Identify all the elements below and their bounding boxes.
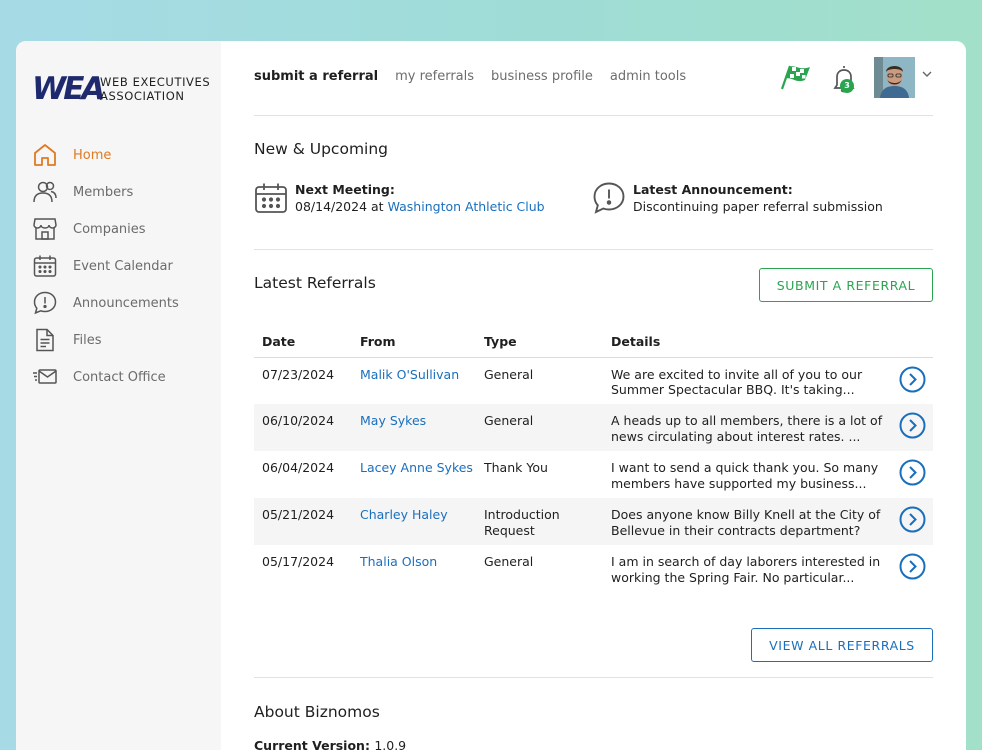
chevron-right-circle-icon[interactable]: [899, 366, 926, 393]
cell-type: General: [484, 366, 534, 382]
cell-action: [891, 357, 933, 404]
cell-from-link[interactable]: Thalia Olson: [360, 554, 438, 569]
avatar[interactable]: [874, 57, 915, 98]
cell-type: Thank You: [484, 460, 548, 475]
next-meeting-date: 08/14/2024 at: [295, 199, 384, 214]
cell-date: 06/04/2024: [262, 460, 335, 475]
logo-line-2: ASSOCIATION: [100, 89, 185, 103]
sidebar-item-label: Contact Office: [73, 370, 166, 385]
announcement-label: Latest Announcement:: [633, 182, 793, 197]
next-meeting-value: [295, 198, 545, 215]
nav-submit-referral[interactable]: submit a referral: [254, 69, 379, 84]
table-row[interactable]: [254, 545, 933, 592]
table-row[interactable]: [254, 404, 933, 451]
version-value: 1.0.9: [374, 738, 407, 750]
version-line: [254, 738, 406, 750]
cell-action: [891, 451, 933, 498]
cell-date: 07/23/2024: [262, 366, 335, 382]
sidebar-item-files[interactable]: [16, 322, 221, 359]
sidebar-item-companies[interactable]: [16, 211, 221, 248]
alert-bubble-icon: [32, 290, 58, 316]
storefront-icon: [32, 216, 58, 242]
users-icon: [32, 179, 58, 205]
sidebar-item-label: Home: [73, 148, 112, 163]
cell-from-link[interactable]: Lacey Anne Sykes: [360, 460, 473, 475]
view-all-referrals-button[interactable]: VIEW ALL REFERRALS: [751, 628, 933, 662]
logo-mark: WEA: [32, 71, 103, 107]
nav-business-profile[interactable]: business profile: [491, 69, 593, 84]
next-meeting: [254, 181, 545, 215]
table-row[interactable]: [254, 357, 933, 404]
chevron-right-circle-icon[interactable]: [899, 506, 926, 533]
table-header-row: [254, 327, 933, 357]
chevron-right-circle-icon[interactable]: [899, 459, 926, 486]
cell-date: 06/10/2024: [254, 404, 352, 451]
cell-from-link[interactable]: Charley Haley: [352, 498, 476, 545]
cell-details: I want to send a quick thank you. So many members have supported my business...: [611, 460, 879, 491]
column-header-type: Type: [476, 327, 603, 357]
logo-line-1: WEB EXECUTIVES: [100, 75, 211, 89]
table-row[interactable]: [254, 498, 933, 545]
cell-date: 05/17/2024: [262, 554, 335, 569]
section-title-upcoming: New & Upcoming: [254, 140, 389, 158]
section-title-about: About Biznomos: [254, 703, 380, 721]
calendar-icon: [32, 253, 58, 279]
home-icon: [32, 142, 58, 168]
cell-details: Does anyone know Billy Knell at the City of Bellevue in their contracts department?: [603, 498, 891, 545]
submit-referral-button[interactable]: SUBMIT A REFERRAL: [759, 268, 933, 302]
sidebar-item-home[interactable]: [16, 137, 221, 174]
latest-announcement: [592, 181, 883, 215]
divider: [254, 115, 933, 116]
column-header-action: [891, 327, 933, 357]
cell-from-link[interactable]: May Sykes: [352, 404, 476, 451]
sidebar-item-label: Companies: [73, 222, 146, 237]
user-photo-icon: [874, 57, 915, 98]
meeting-location-link[interactable]: Washington Athletic Club: [387, 199, 545, 214]
sidebar-item-label: Event Calendar: [73, 259, 173, 274]
version-label: Current Version:: [254, 738, 370, 750]
sidebar-item-label: Members: [73, 185, 134, 200]
sidebar-item-label: Files: [73, 333, 102, 348]
logo[interactable]: [32, 71, 217, 107]
app-window: [16, 41, 966, 750]
calendar-icon: [254, 181, 288, 215]
announcement-link[interactable]: Discontinuing paper referral submission: [633, 199, 883, 214]
column-header-from: From: [352, 327, 476, 357]
referrals-table: [254, 327, 933, 592]
nav-admin-tools[interactable]: admin tools: [609, 69, 687, 84]
checkered-flag-icon[interactable]: [780, 63, 814, 91]
top-nav: [254, 69, 703, 89]
cell-action: [891, 404, 933, 451]
column-header-date: Date: [254, 327, 352, 357]
envelope-icon: [32, 364, 58, 390]
sidebar-item-label: Announcements: [73, 296, 179, 311]
cell-type: General: [484, 554, 534, 569]
sidebar-item-event-calendar[interactable]: [16, 248, 221, 285]
nav-my-referrals[interactable]: my referrals: [395, 69, 475, 84]
logo-text: [100, 75, 210, 103]
document-icon: [32, 327, 58, 353]
next-meeting-label: Next Meeting:: [295, 182, 395, 197]
cell-details: We are excited to invite all of you to our Summer Spectacular BBQ. It's taking...: [611, 366, 863, 397]
cell-type: Introduction Request: [476, 498, 603, 545]
column-header-details: Details: [603, 327, 891, 357]
cell-details: A heads up to all members, there is a lot of news circulating about interest rates. ...: [603, 404, 891, 451]
notification-badge: 3: [840, 79, 854, 93]
table-row[interactable]: [254, 451, 933, 498]
divider: [254, 677, 933, 678]
section-title-referrals: Latest Referrals: [254, 274, 376, 292]
cell-from-link[interactable]: Malik O'Sullivan: [360, 366, 460, 382]
cell-action: [891, 545, 933, 592]
cell-action: [891, 498, 933, 545]
chevron-right-circle-icon[interactable]: [899, 553, 926, 580]
sidebar: [16, 41, 221, 750]
divider: [254, 249, 933, 250]
sidebar-item-announcements[interactable]: [16, 285, 221, 322]
alert-bubble-icon: [592, 181, 626, 215]
sidebar-item-contact-office[interactable]: [16, 359, 221, 396]
main-content: [254, 41, 933, 750]
sidebar-nav: [16, 137, 221, 396]
cell-type: General: [476, 404, 603, 451]
notifications-button[interactable]: [829, 63, 859, 95]
cell-details: I am in search of day laborers interested in working the Spring Fair. No particular...: [611, 554, 881, 585]
cell-date: 05/21/2024: [254, 498, 352, 545]
chevron-down-icon[interactable]: [921, 69, 933, 79]
sidebar-item-members[interactable]: [16, 174, 221, 211]
chevron-right-circle-icon[interactable]: [899, 412, 926, 439]
